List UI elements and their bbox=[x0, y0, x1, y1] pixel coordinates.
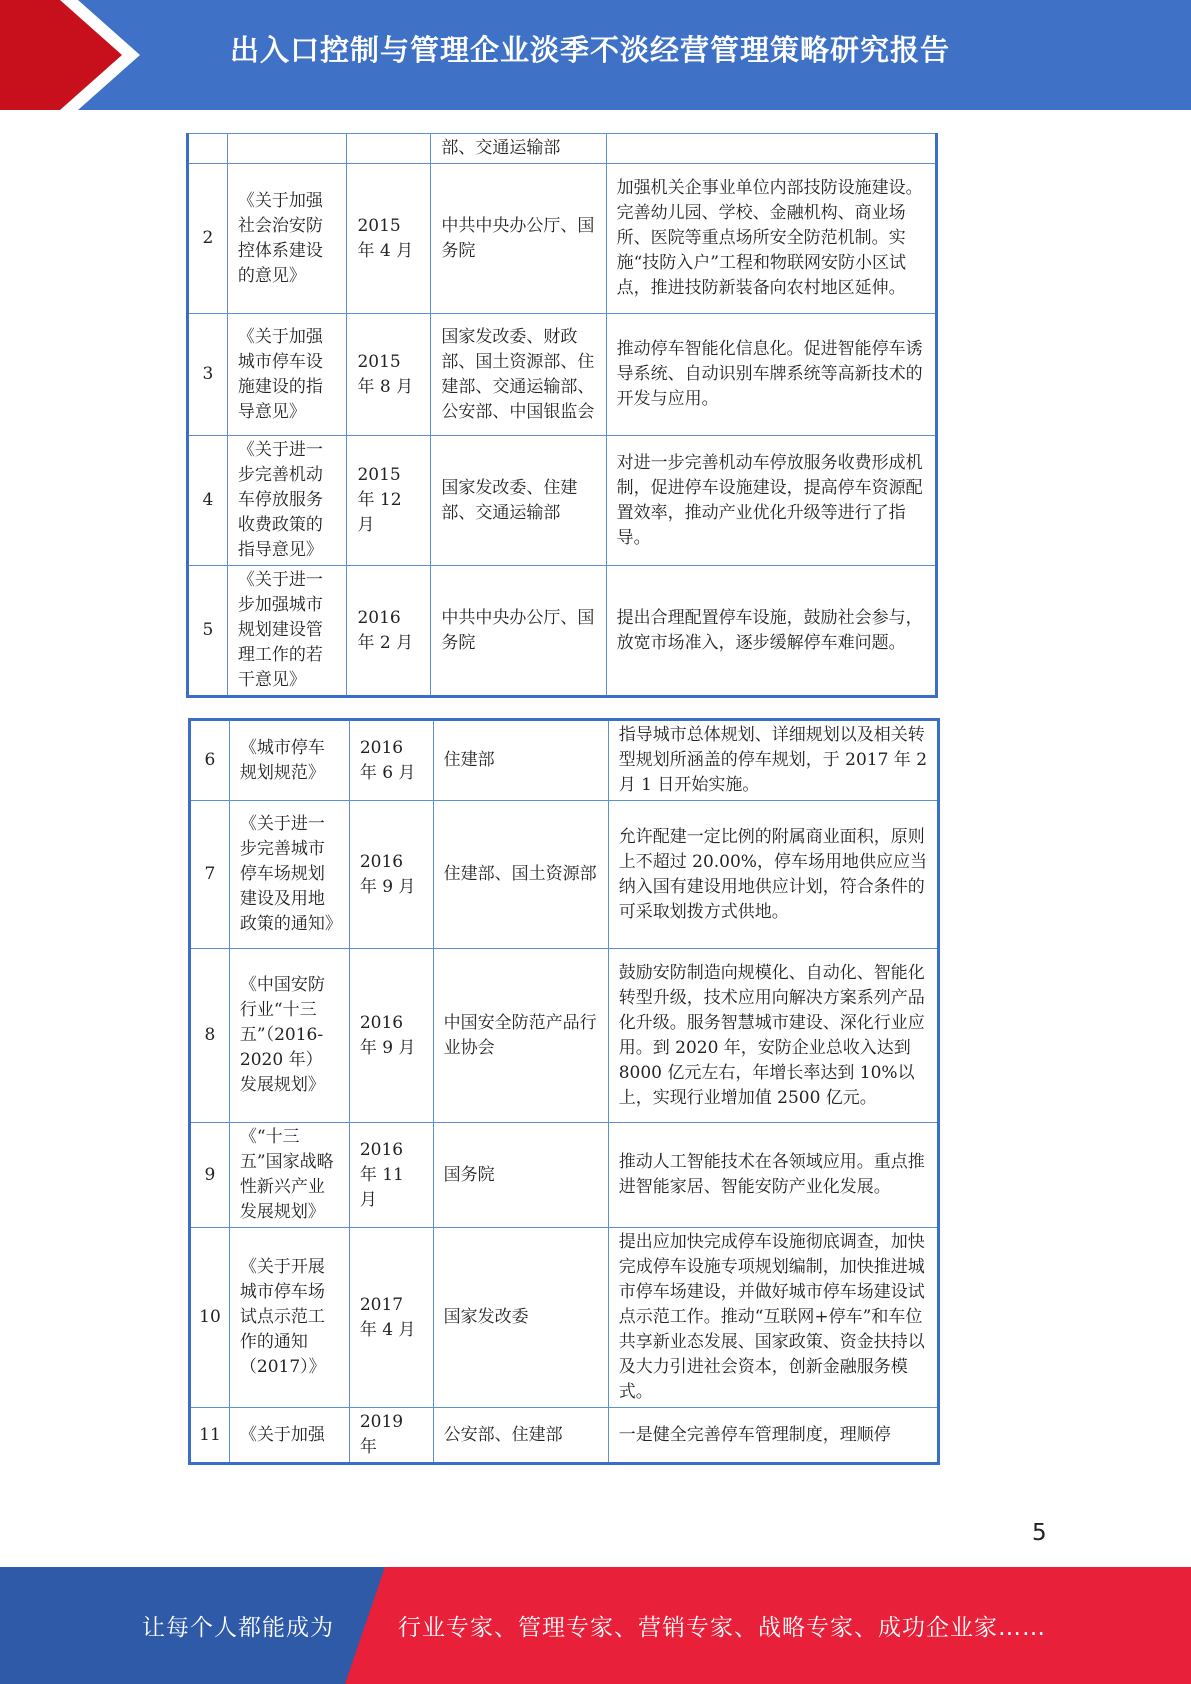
policy-name: 《关于加强社会治安防控体系建设的意见》 bbox=[227, 164, 347, 314]
table-row bbox=[188, 134, 937, 164]
policy-name: 《关于进一步加强城市规划建设管理工作的若干意见》 bbox=[227, 566, 347, 697]
row-number: 9 bbox=[190, 1123, 230, 1228]
row-number: 8 bbox=[190, 949, 230, 1123]
policy-date: 2015 年 8 月 bbox=[347, 314, 431, 436]
row-number: 5 bbox=[188, 566, 228, 697]
footer-slogan-lead: 让每个人都能成为 bbox=[142, 1615, 334, 1641]
row-number: 11 bbox=[190, 1408, 230, 1464]
policy-desc: 一是健全完善停车管理制度，理顺停 bbox=[608, 1408, 938, 1464]
policy-date: 2016 年 11 月 bbox=[349, 1123, 433, 1228]
policy-table-part1 bbox=[186, 133, 938, 698]
table-row bbox=[190, 1123, 939, 1228]
issuing-dept: 中共中央办公厅、国务院 bbox=[431, 164, 606, 314]
page-number: 5 bbox=[1032, 1520, 1047, 1546]
policy-date: 2016 年 2 月 bbox=[347, 566, 431, 697]
table-row bbox=[188, 566, 937, 697]
policy-desc: 加强机关企事业单位内部技防设施建设。完善幼儿园、学校、金融机构、商业场所、医院等重点场所安全防范机制。实施“技防入户”工程和物联网安防小区试点，推进技防新装备向农村地区延伸。 bbox=[606, 164, 936, 314]
policy-date: 2016 年 6 月 bbox=[349, 720, 433, 801]
table-row bbox=[188, 314, 937, 436]
policy-name: 《中国安防行业“十三五”（2016-2020 年）发展规划》 bbox=[229, 949, 349, 1123]
policy-date: 2015 年 12 月 bbox=[347, 436, 431, 566]
table-row bbox=[190, 1228, 939, 1408]
row-number: 6 bbox=[190, 720, 230, 801]
table-row bbox=[188, 436, 937, 566]
policy-desc: 提出合理配置停车设施，鼓励社会参与，放宽市场准入，逐步缓解停车难问题。 bbox=[606, 566, 936, 697]
policy-date: 2019 年 bbox=[349, 1408, 433, 1464]
policy-date bbox=[347, 134, 431, 164]
row-number: 10 bbox=[190, 1228, 230, 1408]
table-row bbox=[190, 1408, 939, 1464]
policy-desc: 鼓励安防制造向规模化、自动化、智能化转型升级，技术应用向解决方案系列产品化升级。服务智慧城市建设、深化行业应用。到 2020 年，安防企业总收入达到 8000 亿元左右，年增长率达到 10%以上，实现行业增加值 2500 亿元。 bbox=[608, 949, 938, 1123]
row-number bbox=[188, 134, 228, 164]
table-row bbox=[188, 164, 937, 314]
policy-date: 2015 年 4 月 bbox=[347, 164, 431, 314]
policy-name: 《关于开展城市停车场试点示范工作的通知（2017）》 bbox=[229, 1228, 349, 1408]
policy-desc: 推动停车智能化信息化。促进智能停车诱导系统、自动识别车牌系统等高新技术的开发与应用。 bbox=[606, 314, 936, 436]
issuing-dept: 国务院 bbox=[433, 1123, 608, 1228]
header-chevron-icon bbox=[0, 0, 160, 110]
policy-name: 《关于进一步完善机动车停放服务收费政策的指导意见》 bbox=[227, 436, 347, 566]
policy-table-part2 bbox=[188, 718, 940, 1465]
policy-date: 2016 年 9 月 bbox=[349, 801, 433, 949]
issuing-dept: 国家发改委 bbox=[433, 1228, 608, 1408]
row-number: 4 bbox=[188, 436, 228, 566]
policy-desc: 允许配建一定比例的附属商业面积，原则上不超过 20.00%，停车场用地供应应当纳入国有建设用地供应计划，符合条件的可采取划拨方式供地。 bbox=[608, 801, 938, 949]
table-row bbox=[190, 949, 939, 1123]
report-title: 出入口控制与管理企业淡季不淡经营管理策略研究报告 bbox=[230, 33, 951, 67]
policy-name: 《“十三五”国家战略性新兴产业发展规划》 bbox=[229, 1123, 349, 1228]
policy-desc: 指导城市总体规划、详细规划以及相关转型规划所涵盖的停车规划，于 2017 年 2 月 1 日开始实施。 bbox=[608, 720, 938, 801]
policy-name: 《关于加强城市停车设施建设的指导意见》 bbox=[227, 314, 347, 436]
policy-name: 《城市停车规划规范》 bbox=[229, 720, 349, 801]
table-row bbox=[190, 720, 939, 801]
page-header bbox=[0, 0, 1191, 110]
policy-name: 《关于加强 bbox=[229, 1408, 349, 1464]
issuing-dept: 住建部 bbox=[433, 720, 608, 801]
policy-name bbox=[227, 134, 347, 164]
table-row bbox=[190, 801, 939, 949]
page-footer bbox=[0, 1567, 1191, 1684]
policy-desc: 推动人工智能技术在各领域应用。重点推进智能家居、智能安防产业化发展。 bbox=[608, 1123, 938, 1228]
policy-desc bbox=[606, 134, 936, 164]
row-number: 2 bbox=[188, 164, 228, 314]
policy-desc: 对进一步完善机动车停放服务收费形成机制，促进停车设施建设，提高停车资源配置效率，推动产业优化升级等进行了指导。 bbox=[606, 436, 936, 566]
policy-desc: 提出应加快完成停车设施彻底调查，加快完成停车设施专项规划编制，加快推进城市停车场建设，并做好城市停车场建设试点示范工作。推动“互联网+停车”和车位共享新业态发展、国家政策、资金扶持以及大力引进社会资本，创新金融服务模式。 bbox=[608, 1228, 938, 1408]
issuing-dept: 部、交通运输部 bbox=[431, 134, 606, 164]
issuing-dept: 国家发改委、住建部、交通运输部 bbox=[431, 436, 606, 566]
policy-name: 《关于进一步完善城市停车场规划建设及用地政策的通知》 bbox=[229, 801, 349, 949]
row-number: 7 bbox=[190, 801, 230, 949]
issuing-dept: 中共中央办公厅、国务院 bbox=[431, 566, 606, 697]
policy-date: 2017 年 4 月 bbox=[349, 1228, 433, 1408]
footer-slogan-tail: 行业专家、管理专家、营销专家、战略专家、成功企业家…… bbox=[398, 1615, 1046, 1641]
issuing-dept: 住建部、国土资源部 bbox=[433, 801, 608, 949]
row-number: 3 bbox=[188, 314, 228, 436]
issuing-dept: 公安部、住建部 bbox=[433, 1408, 608, 1464]
policy-date: 2016 年 9 月 bbox=[349, 949, 433, 1123]
issuing-dept: 国家发改委、财政部、国土资源部、住建部、交通运输部、公安部、中国银监会 bbox=[431, 314, 606, 436]
issuing-dept: 中国安全防范产品行业协会 bbox=[433, 949, 608, 1123]
